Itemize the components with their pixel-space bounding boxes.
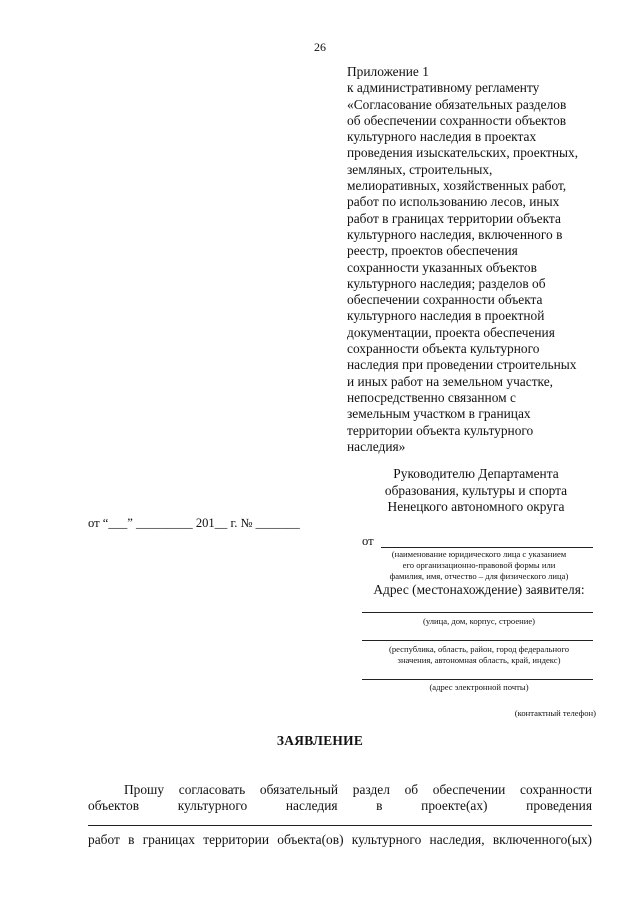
email-caption: (адрес электронной почты) bbox=[429, 682, 529, 692]
date-number-line: от “___” _________ 201__ г. № _______ bbox=[88, 516, 300, 530]
street-caption: (улица, дом, корпус, строение) bbox=[422, 616, 536, 626]
from-label: от bbox=[362, 534, 374, 548]
body-line-3: работ в границах территории объекта(ов) культурного наследия, включенного(ых) bbox=[88, 832, 592, 847]
document-title: ЗАЯВЛЕНИЕ bbox=[276, 733, 364, 748]
body-line-1: Прошу согласовать обязательный раздел об обеспечении сохранности bbox=[124, 782, 592, 797]
applicant-caption: (наименование юридического лица с указанием его организационно-правовой формы или фамилия, имя, отчество – для физического лица) bbox=[389, 549, 569, 581]
phone-caption: (контактный телефон) bbox=[514, 708, 596, 718]
recipient-block: Руководителю Департамента образования, культуры и спорта Ненецкого автономного округа bbox=[384, 466, 568, 514]
email-line bbox=[362, 679, 593, 680]
address-label: Адрес (местонахождение) заявителя: bbox=[373, 582, 585, 597]
page-number: 26 bbox=[314, 40, 326, 54]
applicant-name-line bbox=[381, 547, 593, 548]
region-line bbox=[362, 640, 593, 641]
body-line-2: объектов культурного наследия в проекте(ах) проведения bbox=[88, 798, 592, 813]
region-caption: (республика, область, район, город федерального значения, автономная область, край, индекс) bbox=[388, 644, 570, 665]
appendix-heading: Приложение 1 к административному регламенту «Согласование обязательных разделов об обеспечении сохранности объектов культурного наследия в проектах проведения изыскательских, проектных, земляных, строительных, мелиоративных, хозяйственных работ, работ по использованию лесов, иных работ в границах территории объекта культурного наследия, включенного в реестр, проектов обеспечения сохранности указанных объектов культурного наследия; разделов об обеспечении сохранности объекта культурного наследия в проектной документации, проекта обеспечения сохранности объекта культурного наследия при проведении строительных и иных работ на земельном участке, непосредственно связанном с земельным участком в границах территории объекта культурного наследия» bbox=[347, 64, 579, 454]
street-line bbox=[362, 612, 593, 613]
project-blank-line bbox=[88, 825, 592, 826]
